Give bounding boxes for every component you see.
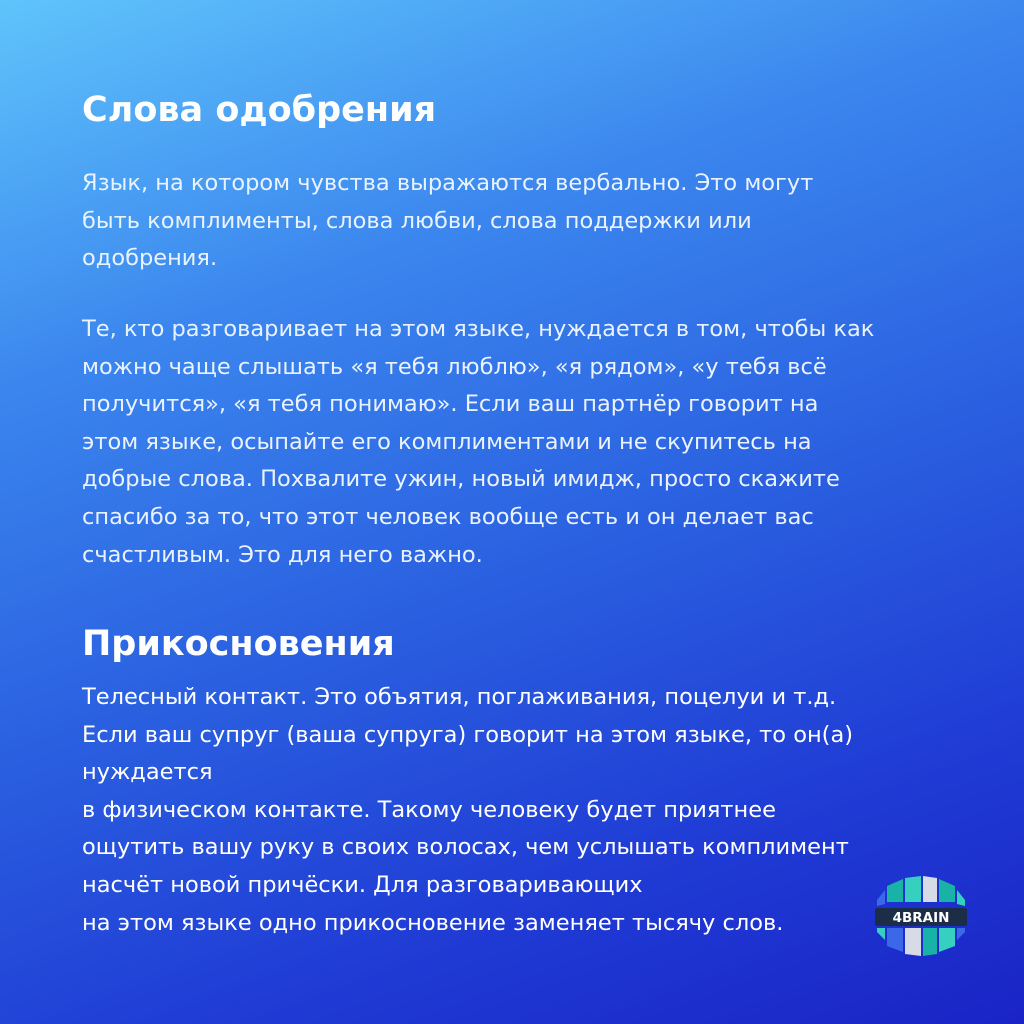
text-line: можно чаще слышать «я тебя люблю», «я рядом», «у тебя всё	[82, 353, 827, 380]
text-line: этом языке, осыпайте его комплиментами и не скупитесь на	[82, 428, 812, 455]
text-line: одобрения.	[82, 245, 218, 272]
text-line: на этом языке одно прикосновение заменяет тысячу слов.	[82, 909, 784, 936]
text-line: счастливым. Это для него важно.	[82, 541, 483, 568]
section1-paragraph-2	[82, 311, 874, 574]
logo-wordmark: 4BRAIN	[892, 910, 950, 926]
text-line: Если ваш супруг (ваша супруга) говорит на этом языке, то он(а)	[82, 721, 854, 748]
text-line: добрые слова. Похвалите ужин, новый имидж, просто скажите	[82, 466, 840, 493]
text-line: Язык, на котором чувства выражаются вербально. Это могут	[82, 170, 814, 196]
section1-paragraph-1	[82, 165, 813, 278]
text-line: Те, кто разговаривает на этом языке, нуждается в том, чтобы как	[82, 316, 875, 342]
brand-logo	[873, 876, 969, 956]
text-line: получится», «я тебя понимаю». Если ваш партнёр говорит на	[82, 391, 819, 418]
text-line: в физическом контакте. Такому человеку будет приятнее	[82, 796, 776, 823]
text-line: Телесный контакт. Это объятия, поглаживания, поцелуи и т.д.	[82, 684, 837, 710]
text-line: насчёт новой причёски. Для разговаривающих	[82, 871, 643, 898]
section-title-physical-touch: Прикосновения	[82, 624, 395, 664]
text-line: спасибо за то, что этот человек вообще есть и он делает вас	[82, 503, 814, 530]
text-line: нуждается	[82, 759, 213, 786]
text-line: быть комплименты, слова любви, слова поддержки или	[82, 207, 752, 234]
slide-content	[82, 0, 962, 1024]
section-title-words-of-affirmation: Слова одобрения	[82, 90, 437, 130]
brain-cube-logo-icon	[873, 876, 969, 956]
section2-paragraph	[82, 679, 853, 942]
text-line: ощутить вашу руку в своих волосах, чем услышать комплимент	[82, 834, 849, 861]
